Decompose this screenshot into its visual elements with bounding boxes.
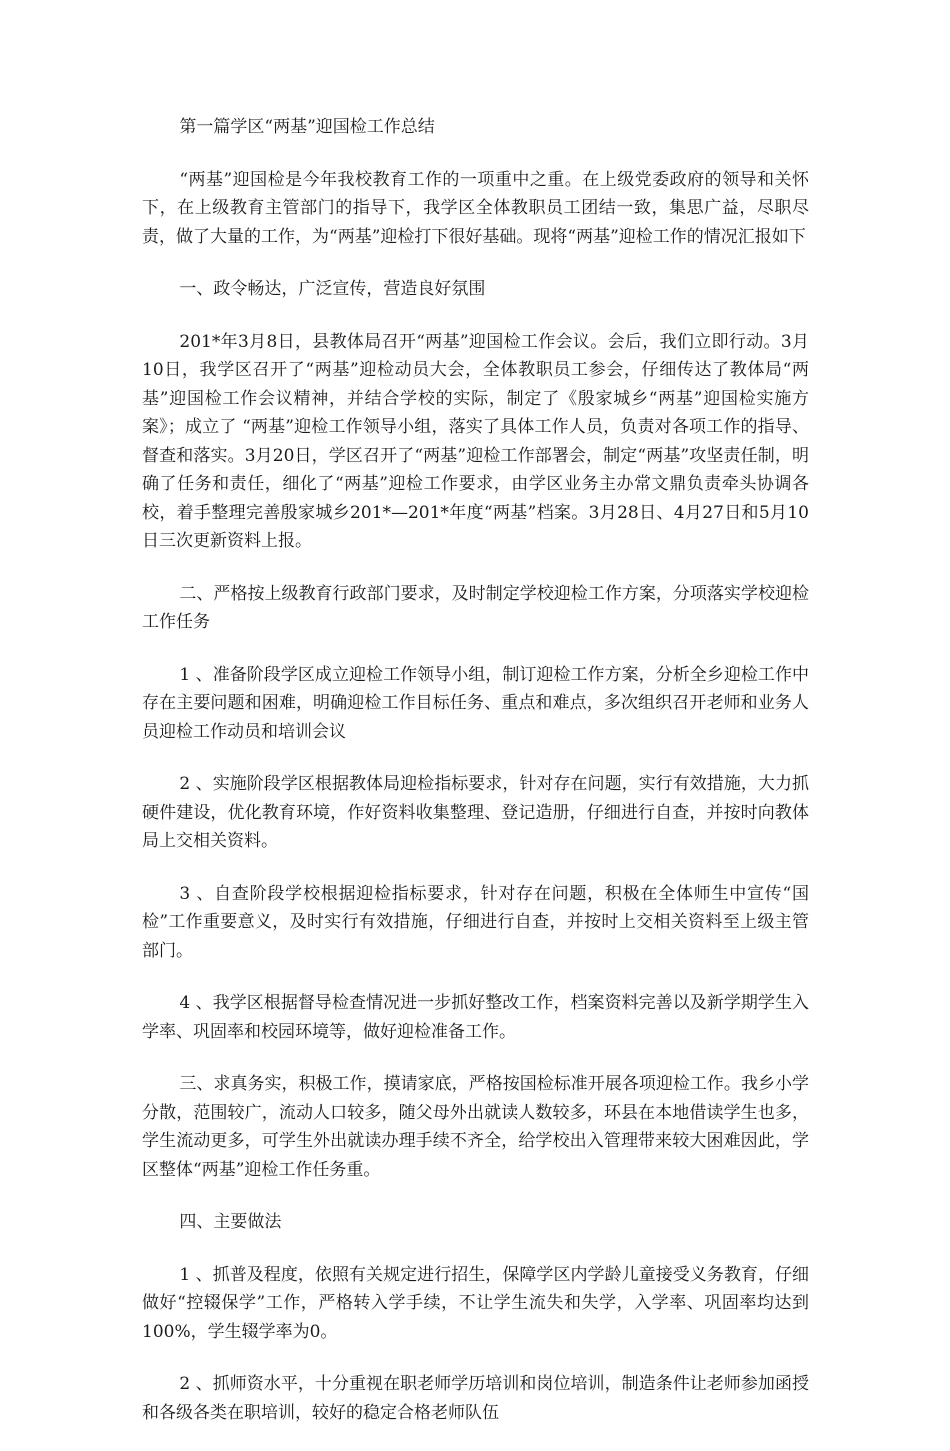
list-item-teachers: 2 、抓师资水平，十分重视在职老师学历培训和岗位培训，制造条件让老师参加函授和各级各类在职培训，较好的稳定合格老师队伍 <box>142 1374 809 1423</box>
paragraph-intro: “两基”迎国检是今年我校教育工作的一项重中之重。在上级党委政府的领导和关怀下，在上级教育主管部门的指导下，我学区全体教职员工团结一致，集思广益，尽职尽责，做了大量的工作，为“两基”迎检打下很好基础。现将“两基”迎检工作的情况汇报如下 <box>142 169 809 247</box>
list-item-enrollment: 1 、抓普及程度，依照有关规定进行招生，保障学区内学龄儿童接受义务教育，仔细做好“控辍保学”工作，严格转入学手续，不让学生流失和失学，入学率、巩固率均达到100%，学生辍学率为0。 <box>142 1264 809 1342</box>
document-title: 第一篇学区“两基”迎国检工作总结 <box>179 117 435 137</box>
list-item-implementation: 2 、实施阶段学区根据教体局迎检指标要求，针对存在问题，实行有效措施，大力抓硬件建设，优化教育环境，作好资料收集整理、登记造册，仔细进行自查，并按时向教体局上交相关资料。 <box>142 774 809 851</box>
section-heading-1: 一、政令畅达，广泛宣传，营造良好氛围 <box>179 279 486 299</box>
list-item-rectification: 4 、我学区根据督导检查情况进一步抓好整改工作，档案资料完善以及新学期学生入学率、巩固率和校园环境等，做好迎检准备工作。 <box>142 993 809 1042</box>
list-item-self-check: 3 、自查阶段学校根据迎检指标要求，针对存在问题，积极在全体师生中宣传“国检”工作重要意义，及时实行有效措施，仔细进行自查，并按时上交相关资料至上级主管部门。 <box>142 883 809 961</box>
list-item-preparation: 1 、准备阶段学区成立迎检工作领导小组，制订迎检工作方案，分析全乡迎检工作中存在主要问题和困难，明确迎检工作目标任务、重点和难点，多次组织召开老师和业务人员迎检工作动员和培训会议 <box>142 664 809 742</box>
section-heading-2: 二、严格按上级教育行政部门要求，及时制定学校迎检工作方案，分项落实学校迎检工作任务 <box>142 583 809 632</box>
section-heading-4: 四、主要做法 <box>179 1212 282 1232</box>
section-heading-3: 三、求真务实，积极工作，摸请家底，严格按国检标准开展各项迎检工作。我乡小学分散，范围较广，流动人口较多，随父母外出就读人数较多，环县在本地借读学生也多，学生流动更多，可学生外出就读办理手续不齐全，给学校出入管理带来较大困难因此，学区整体“两基”迎检工作任务重。 <box>142 1074 809 1180</box>
paragraph-section-1: 201*年3月8日，县教体局召开“两基”迎国检工作会议。会后，我们立即行动。3月10日，我学区召开了“两基”迎检动员大会，全体教职员工参会，仔细传达了教体局“两基”迎国检工作会议精神，并结合学校的实际，制定了《殷家城乡“两基”迎国检实施方案》；成立了 “两基”迎检工作领导小组，落实了具体工作人员，负责对各项工作的指导、督查和落实。3月20日，学区召开了“两基”迎检工作部署会，制定“两基”攻坚责任制，明确了任务和责任，细化了“两基”迎检工作要求，由学区业务主办常文鼎负责牵头协调各校，着手整理完善殷家城乡201*—201*年度“两基”档案。3月28日、4月27日和5月10日三次更新资料上报。 <box>142 331 809 551</box>
document-body <box>142 113 809 1451</box>
